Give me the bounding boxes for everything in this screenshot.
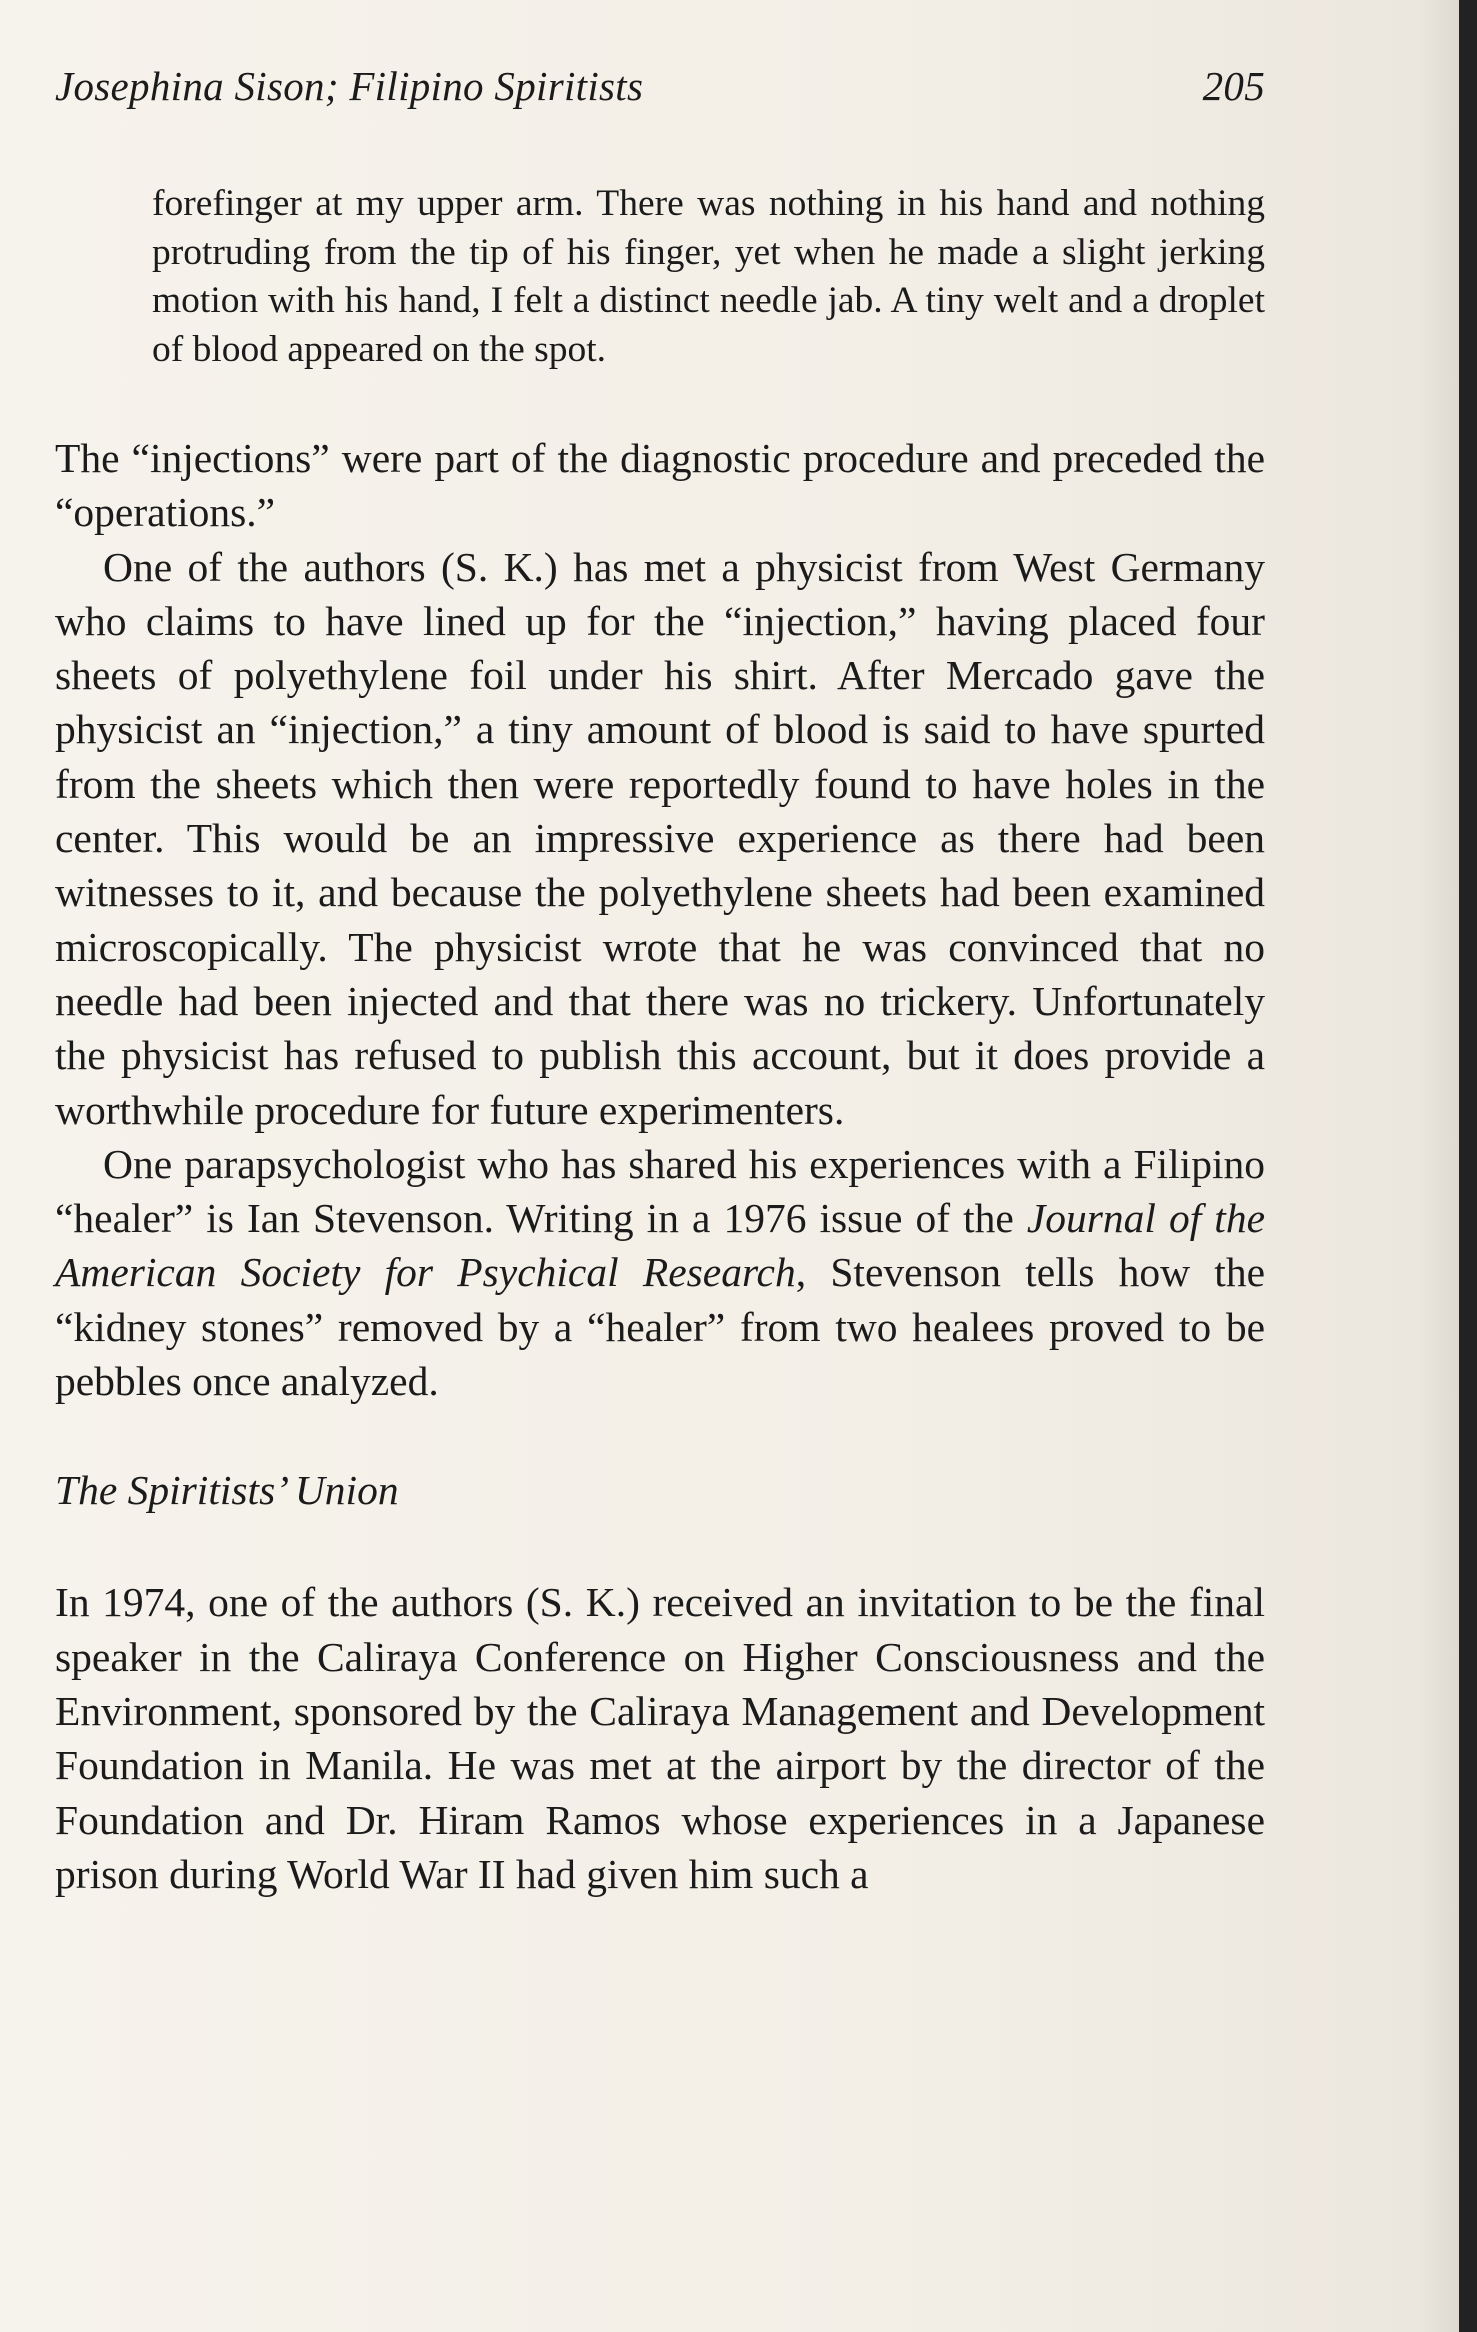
running-head-title: Josephina Sison; Filipino Spiritists [55, 63, 644, 109]
paragraph-caliraya: In 1974, one of the authors (S. K.) received an invitation to be the final speaker in the Caliraya Conference on Higher Consciousness and the Environment, sponsored by the Caliraya Management and Development Foundation in Manila. He was met at the airport by the director of the Foundation and Dr. Hiram Ramos whose experiences in a Japanese prison during World War II had given him such a [55, 1579, 1265, 1897]
page-number: 205 [1202, 63, 1265, 109]
block-quote: forefinger at my upper arm. There was nothing in his hand and nothing protruding from the tip of his finger, yet when he made a slight jerking motion with his hand, I felt a distinct needle jab. A tiny welt and a droplet of blood appeared on the spot. [152, 183, 1265, 370]
journal-title: Journal of the American Society for Psychical Research [55, 1195, 1265, 1296]
page-edge-shadow [1459, 0, 1477, 2332]
body-text [55, 180, 1265, 1901]
running-head [55, 62, 1265, 122]
paragraph-stevenson-part-1: One parapsychologist who has shared his experiences with a Filipino “healer” is Ian Stevenson. Writing in a 1976 issue of the [55, 1140, 1265, 1242]
section-heading: The Spiritists’ Union [55, 1467, 399, 1514]
paragraph-physicist: One of the authors (S. K.) has met a physicist from West Germany who claims to have lined up for the “injection,” having placed four sheets of polyethylene foil under his shirt. After Mercado gave the physicist an “injection,” a tiny amount of blood is said to have spurted from the sheets which then were reportedly found to have holes in the center. This would be an impressive experience as there had been witnesses to it, and because the polyethylene sheets had been examined microscopically. The physicist wrote that he was convinced that no needle had been injected and that there was no trickery. Unfortunately the physicist has refused to publish this account, but it does provide a worthwhile procedure for future experimenters. [55, 543, 1265, 1133]
paragraph-stevenson [55, 1137, 1265, 1408]
paragraph-injections: The “injections” were part of the diagnostic procedure and preceded the “operations.” [55, 435, 1265, 536]
paragraph-stevenson-part-2: , Stevenson tells how the “kidney stones” removed by a “healer” from two healees proved to be pebbles once analyzed. [55, 1249, 1265, 1405]
